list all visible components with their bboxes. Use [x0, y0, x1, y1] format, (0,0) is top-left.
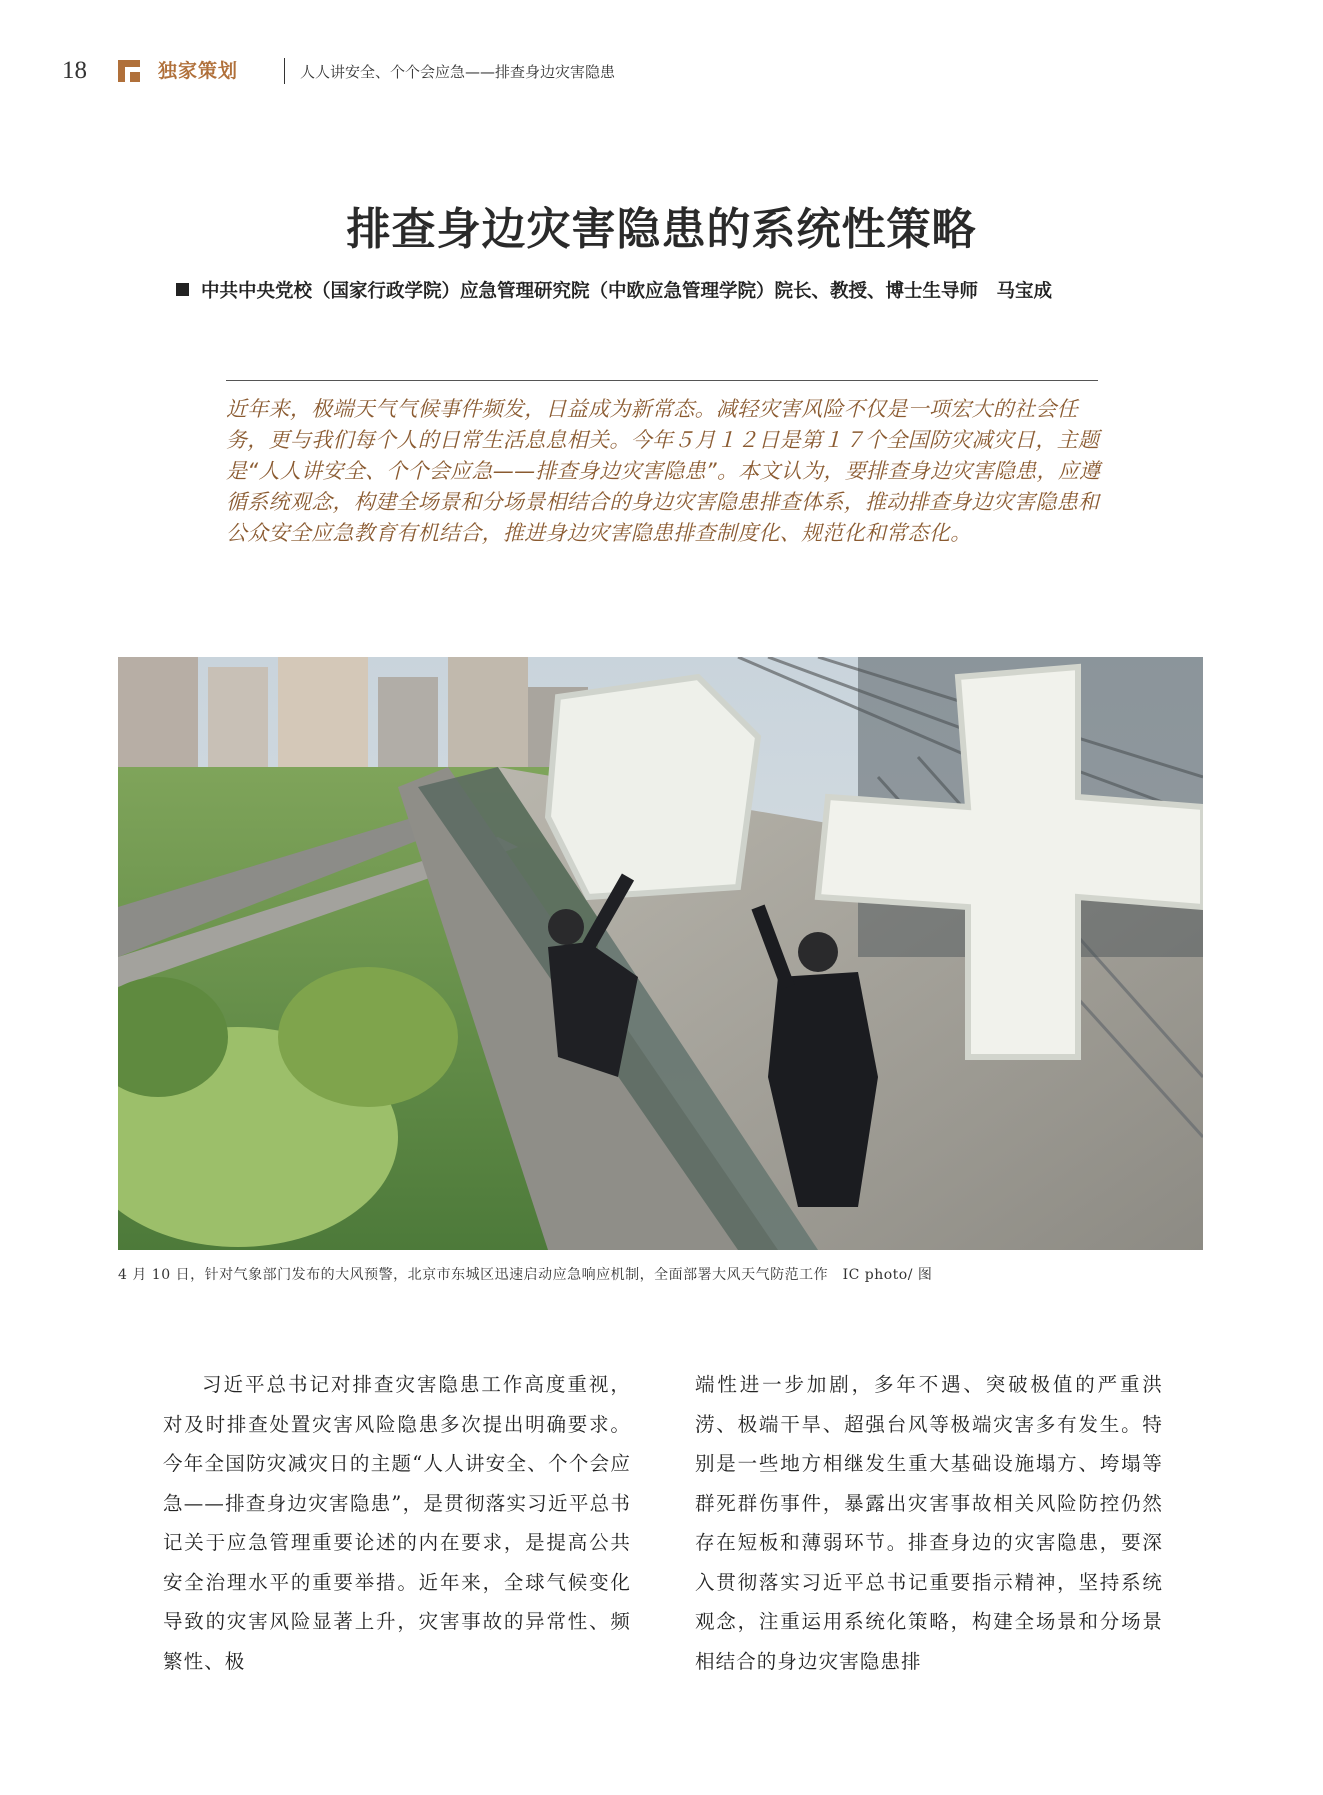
- abstract: 近年来，极端天气气候事件频发，日益成为新常态。减轻灾害风险不仅是一项宏大的社会任务，更与我们每个人的日常生活息息相关。今年５月１２日是第１７个全国防灾减灾日，主题是“人人讲安全、个个会应急——排查身边灾害隐患”。本文认为，要排查身边灾害隐患，应遵循系统观念，构建全场景和分场景相结合的身边灾害隐患排查体系，推动排查身边灾害隐患和公众安全应急教育有机结合，推进身边灾害隐患排查制度化、规范化和常态化。: [226, 397, 1101, 545]
- body-column-left: 习近平总书记对排查灾害隐患工作高度重视，对及时排查处置灾害风险隐患多次提出明确要求。今年全国防灾减灾日的主题“人人讲安全、个个会应急——排查身边灾害隐患”，是贯彻落实习近平总书记关于应急管理重要论述的内在要求，是提高公共安全治理水平的重要举措。近年来，全球气候变化导致的灾害风险显著上升，灾害事故的异常性、频繁性、极: [163, 1373, 631, 1673]
- article-title: 排查身边灾害隐患的系统性策略: [346, 204, 977, 255]
- article-photo: [118, 657, 1203, 1250]
- section-name: 独家策划: [158, 60, 239, 82]
- byline-text: 中共中央党校（国家行政学院）应急管理研究院（中欧应急管理学院）院长、教授、博士生导师 马宝成: [201, 281, 1053, 302]
- header-divider: [284, 58, 285, 84]
- header-subtitle: 人人讲安全、个个会应急——排查身边灾害隐患: [300, 63, 616, 81]
- section-logo-icon: [118, 60, 140, 82]
- photo-caption: 4 月 10 日，针对气象部门发布的大风预警，北京市东城区迅速启动应急响应机制，全面部署大风天气防范工作 IC photo/ 图: [118, 1267, 933, 1283]
- byline: [176, 278, 1052, 306]
- byline-square-icon: [176, 283, 189, 296]
- page-number: 18: [62, 57, 87, 84]
- body-column-right: 端性进一步加剧，多年不遇、突破极值的严重洪涝、极端干旱、超强台风等极端灾害多有发生。特别是一些地方相继发生重大基础设施塌方、垮塌等群死群伤事件，暴露出灾害事故相关风险防控仍然存在短板和薄弱环节。排查身边的灾害隐患，要深入贯彻落实习近平总书记重要指示精神，坚持系统观念，注重运用系统化策略，构建全场景和分场景相结合的身边灾害隐患排: [695, 1373, 1163, 1673]
- abstract-divider: [226, 380, 1098, 381]
